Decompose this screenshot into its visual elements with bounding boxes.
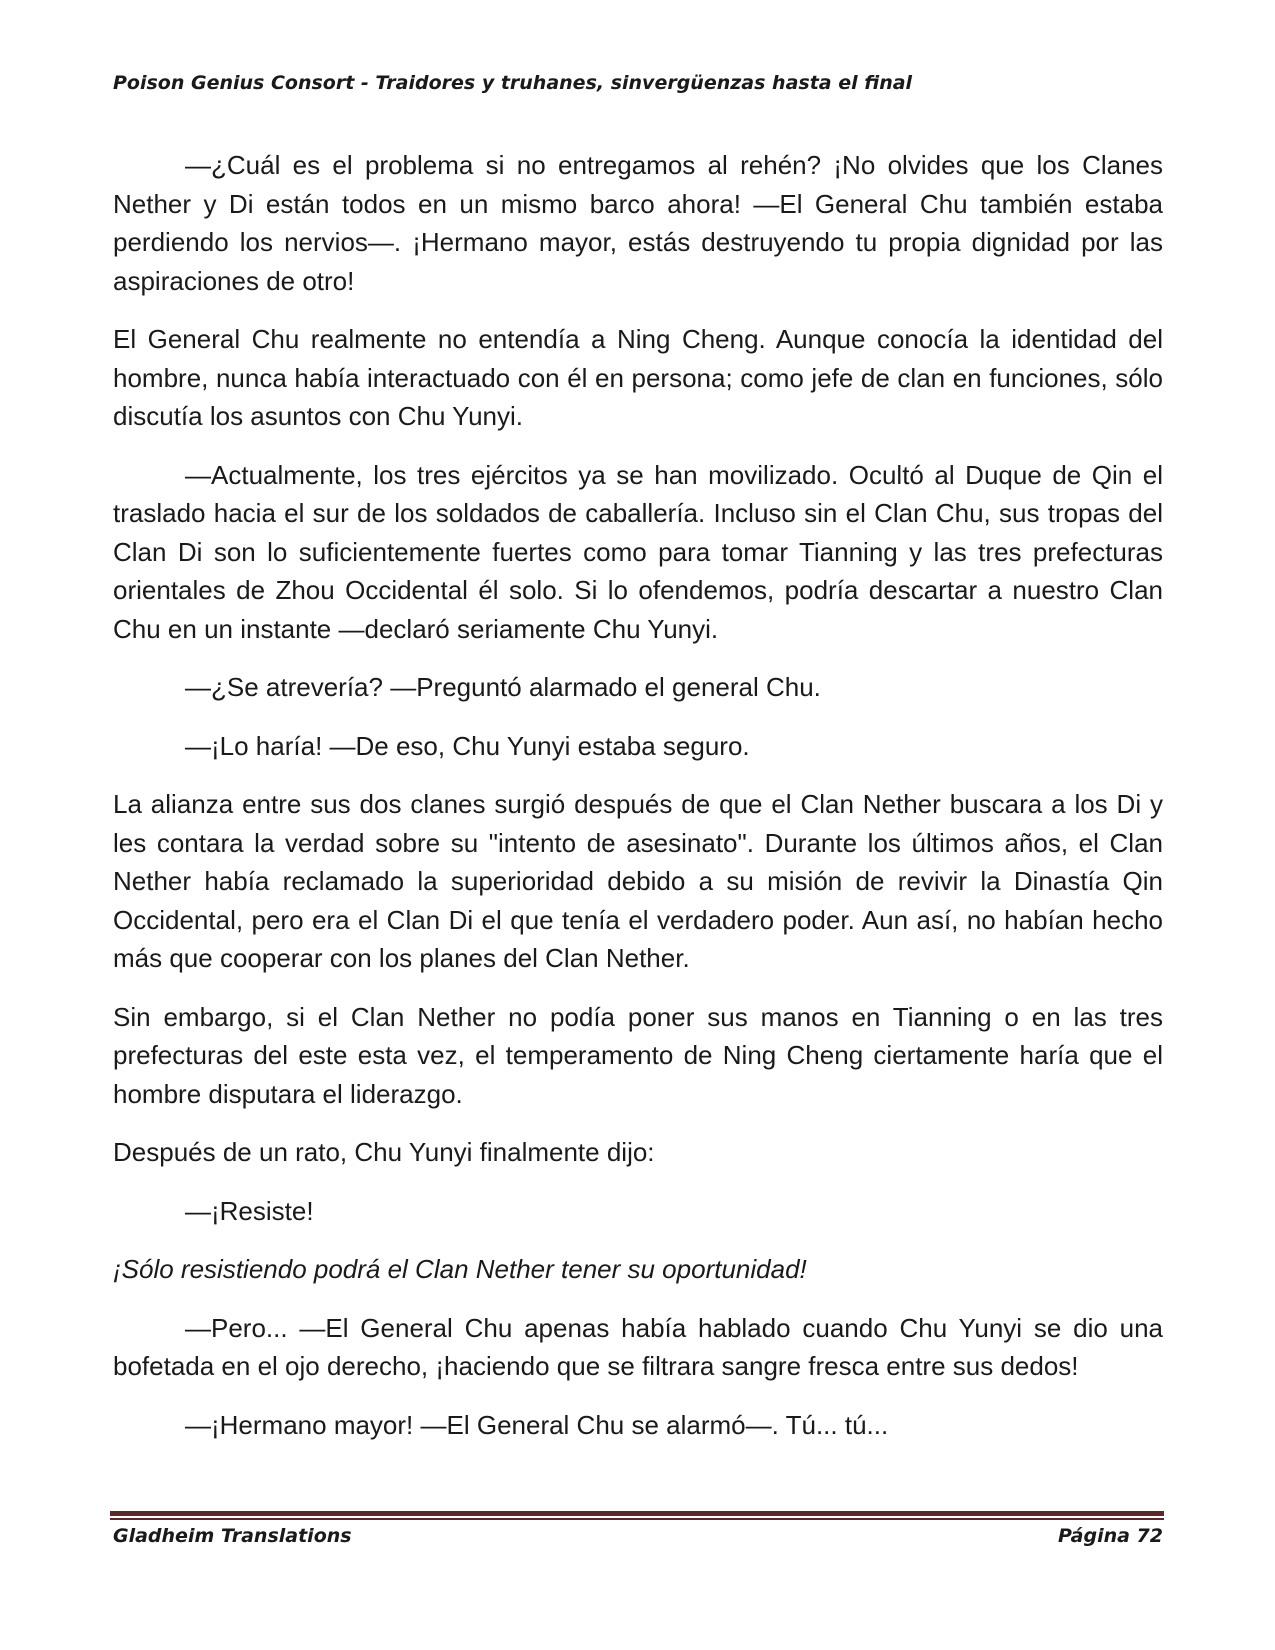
- paragraph: —¿Se atrevería? —Preguntó alarmado el general Chu.: [185, 672, 821, 702]
- footer-divider-thin: [110, 1518, 1164, 1520]
- paragraph: —¡Hermano mayor! —El General Chu se alarmó—. Tú... tú...: [185, 1409, 889, 1440]
- footer-divider: [110, 1511, 1164, 1516]
- paragraph: La alianza entre sus dos clanes surgió después de que el Clan Nether buscara a los Di y les contara la verdad sobre su "intento de asesinato". Durante los últimos años, el Clan Nether había reclamado la superioridad debido a su misión de revivir la Dinastía Qin Occidental, pero era el Clan Di el que tenía el verdadero poder. Aun así, no habían hecho más que cooperar con los planes del Clan Nether.: [113, 789, 1163, 973]
- footer-page-number: Página 72: [1057, 1525, 1163, 1547]
- paragraph: —¡Resiste!: [185, 1195, 314, 1226]
- body-text: [113, 146, 1163, 1464]
- paragraph: —Actualmente, los tres ejércitos ya se han movilizado. Ocultó al Duque de Qin el traslado hacia el sur de los soldados de caballería. Incluso sin el Clan Chu, sus tropas del Clan Di son lo suficientemente fuertes como para tomar Tianning y las tres prefecturas orientales de Zhou Occidental él solo. Si lo ofendemos, podría descartar a nuestro Clan Chu en un instante —declaró seriamente Chu Yunyi.: [113, 459, 1163, 644]
- paragraph: El General Chu realmente no entendía a Ning Cheng. Aunque conocía la identidad del hombre, nunca había interactuado con él en persona; como jefe de clan en funciones, sólo discutía los asuntos con Chu Yunyi.: [113, 324, 1163, 431]
- paragraph: —¡Lo haría! —De eso, Chu Yunyi estaba seguro.: [185, 730, 750, 761]
- running-header: Poison Genius Consort - Traidores y truhanes, sinvergüenzas hasta el final: [113, 72, 913, 94]
- paragraph: —Pero... —El General Chu apenas había hablado cuando Chu Yunyi se dio una bofetada en el ojo derecho, ¡haciendo que se filtrara sangre fresca entre sus dedos!: [113, 1312, 1163, 1381]
- paragraph: Sin embargo, si el Clan Nether no podía poner sus manos en Tianning o en las tres prefecturas del este esta vez, el temperamento de Ning Cheng ciertamente haría que el hombre disputara el liderazgo.: [113, 1001, 1163, 1109]
- footer-translator: Gladheim Translations: [113, 1525, 352, 1547]
- paragraph: Después de un rato, Chu Yunyi finalmente dijo:: [113, 1137, 655, 1167]
- paragraph: —¿Cuál es el problema si no entregamos al rehén? ¡No olvides que los Clanes Nether y Di están todos en un mismo barco ahora! —El General Chu también estaba perdiendo los nervios—. ¡Hermano mayor, estás destruyendo tu propia dignidad por las aspiraciones de otro!: [113, 150, 1163, 296]
- paragraph-italic: ¡Sólo resistiendo podrá el Clan Nether tener su oportunidad!: [113, 1254, 807, 1284]
